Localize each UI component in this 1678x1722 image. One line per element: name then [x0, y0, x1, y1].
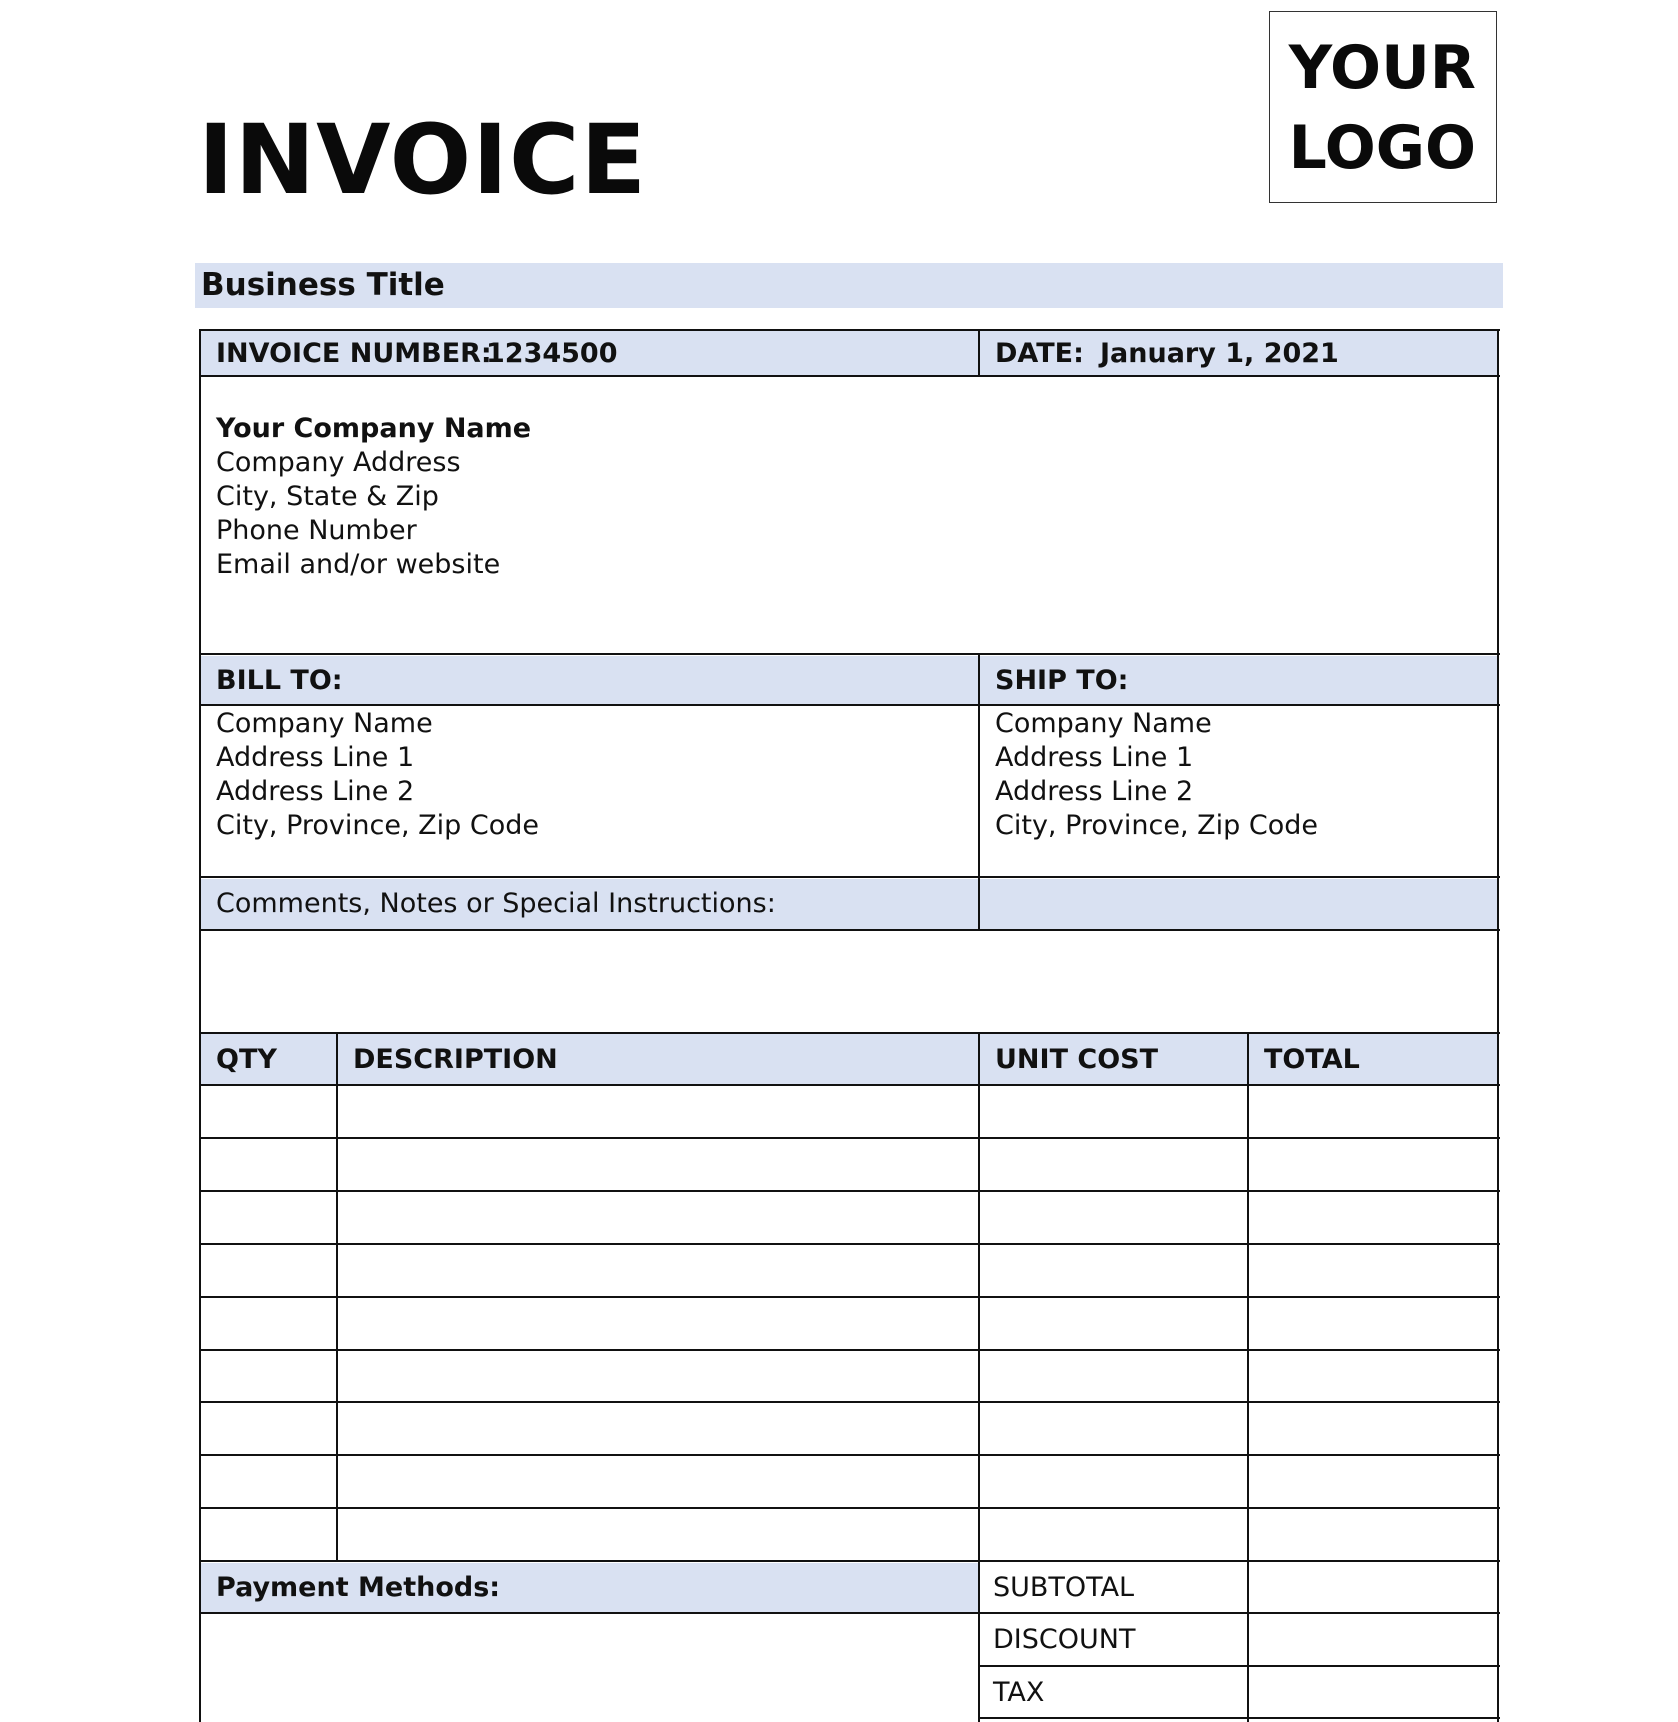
total-cell[interactable] — [1249, 1086, 1497, 1137]
column-header-qty: QTY — [216, 1044, 277, 1075]
unit-cost-cell[interactable] — [980, 1298, 1247, 1349]
total-cell[interactable] — [1249, 1245, 1497, 1296]
description-cell[interactable] — [338, 1139, 978, 1190]
qty-cell[interactable] — [201, 1139, 336, 1190]
column-header-description: DESCRIPTION — [353, 1044, 558, 1075]
ship-to-company: Company Name — [995, 708, 1212, 739]
bill-to-company: Company Name — [216, 708, 433, 739]
tax-label: TAX — [993, 1677, 1045, 1708]
total-cell[interactable] — [1249, 1509, 1497, 1560]
ship-to-label: SHIP TO: — [995, 665, 1129, 696]
bill-to-label: BILL TO: — [216, 665, 343, 696]
totals-rule — [980, 1717, 1500, 1719]
date-label: DATE: — [995, 338, 1084, 369]
qty-cell[interactable] — [201, 1245, 336, 1296]
total-cell[interactable] — [1249, 1192, 1497, 1243]
unit-cost-cell[interactable] — [980, 1509, 1247, 1560]
invoice-title: INVOICE — [198, 104, 648, 216]
qty-cell[interactable] — [201, 1509, 336, 1560]
total-cell[interactable] — [1249, 1456, 1497, 1507]
payment-methods-label: Payment Methods: — [216, 1572, 501, 1603]
qty-cell[interactable] — [201, 1456, 336, 1507]
unit-cost-cell[interactable] — [980, 1403, 1247, 1454]
subtotal-value[interactable] — [1249, 1562, 1497, 1612]
qty-cell[interactable] — [201, 1192, 336, 1243]
unit-cost-cell[interactable] — [980, 1192, 1247, 1243]
ship-to-address1: Address Line 1 — [995, 742, 1194, 773]
invoice-number-value: 1234500 — [486, 338, 618, 369]
subtotal-label: SUBTOTAL — [993, 1572, 1135, 1603]
company-email-web: Email and/or website — [216, 549, 501, 580]
description-cell[interactable] — [338, 1086, 978, 1137]
column-header-total: TOTAL — [1264, 1044, 1360, 1075]
business-title: Business Title — [201, 267, 445, 303]
tax-value[interactable] — [1249, 1667, 1497, 1717]
table-rule — [199, 704, 1500, 706]
column-divider — [978, 329, 980, 377]
qty-cell[interactable] — [201, 1086, 336, 1137]
payment-methods-field[interactable] — [201, 1614, 978, 1722]
ship-to-city: City, Province, Zip Code — [995, 810, 1318, 841]
description-cell[interactable] — [338, 1351, 978, 1402]
business-title-band — [195, 263, 1503, 308]
table-rule — [199, 653, 1500, 655]
qty-cell[interactable] — [201, 1298, 336, 1349]
discount-label: DISCOUNT — [993, 1624, 1136, 1655]
description-cell[interactable] — [338, 1403, 978, 1454]
company-address: Company Address — [216, 447, 461, 478]
unit-cost-cell[interactable] — [980, 1351, 1247, 1402]
comments-label: Comments, Notes or Special Instructions: — [216, 888, 776, 919]
table-border-right — [1497, 329, 1499, 1722]
logo-text: YOUR LOGO — [1288, 33, 1476, 183]
description-cell[interactable] — [338, 1298, 978, 1349]
table-rule — [199, 1032, 1500, 1034]
total-cell[interactable] — [1249, 1351, 1497, 1402]
table-rule — [199, 876, 1500, 878]
description-cell[interactable] — [338, 1192, 978, 1243]
total-cell[interactable] — [1249, 1298, 1497, 1349]
total-cell[interactable] — [1249, 1403, 1497, 1454]
column-divider — [978, 653, 980, 931]
unit-cost-cell[interactable] — [980, 1139, 1247, 1190]
bill-to-city: City, Province, Zip Code — [216, 810, 539, 841]
unit-cost-cell[interactable] — [980, 1245, 1247, 1296]
unit-cost-cell[interactable] — [980, 1086, 1247, 1137]
company-name: Your Company Name — [216, 413, 532, 444]
table-border-top — [199, 329, 1500, 331]
logo-placeholder — [1269, 11, 1497, 203]
bill-to-address2: Address Line 2 — [216, 776, 415, 807]
column-header-unit-cost: UNIT COST — [995, 1044, 1159, 1075]
description-cell[interactable] — [338, 1509, 978, 1560]
unit-cost-cell[interactable] — [980, 1456, 1247, 1507]
date-value: January 1, 2021 — [1100, 338, 1339, 369]
description-cell[interactable] — [338, 1456, 978, 1507]
table-rule — [199, 375, 1500, 377]
comments-field[interactable] — [201, 931, 1497, 1032]
address-header-fill — [201, 656, 1497, 706]
company-city-state-zip: City, State & Zip — [216, 481, 439, 512]
company-phone: Phone Number — [216, 515, 417, 546]
total-cell[interactable] — [1249, 1139, 1497, 1190]
qty-cell[interactable] — [201, 1351, 336, 1402]
discount-value[interactable] — [1249, 1614, 1497, 1665]
bill-to-address1: Address Line 1 — [216, 742, 415, 773]
qty-cell[interactable] — [201, 1403, 336, 1454]
description-cell[interactable] — [338, 1245, 978, 1296]
ship-to-address2: Address Line 2 — [995, 776, 1194, 807]
invoice-number-label: INVOICE NUMBER: — [216, 338, 492, 369]
